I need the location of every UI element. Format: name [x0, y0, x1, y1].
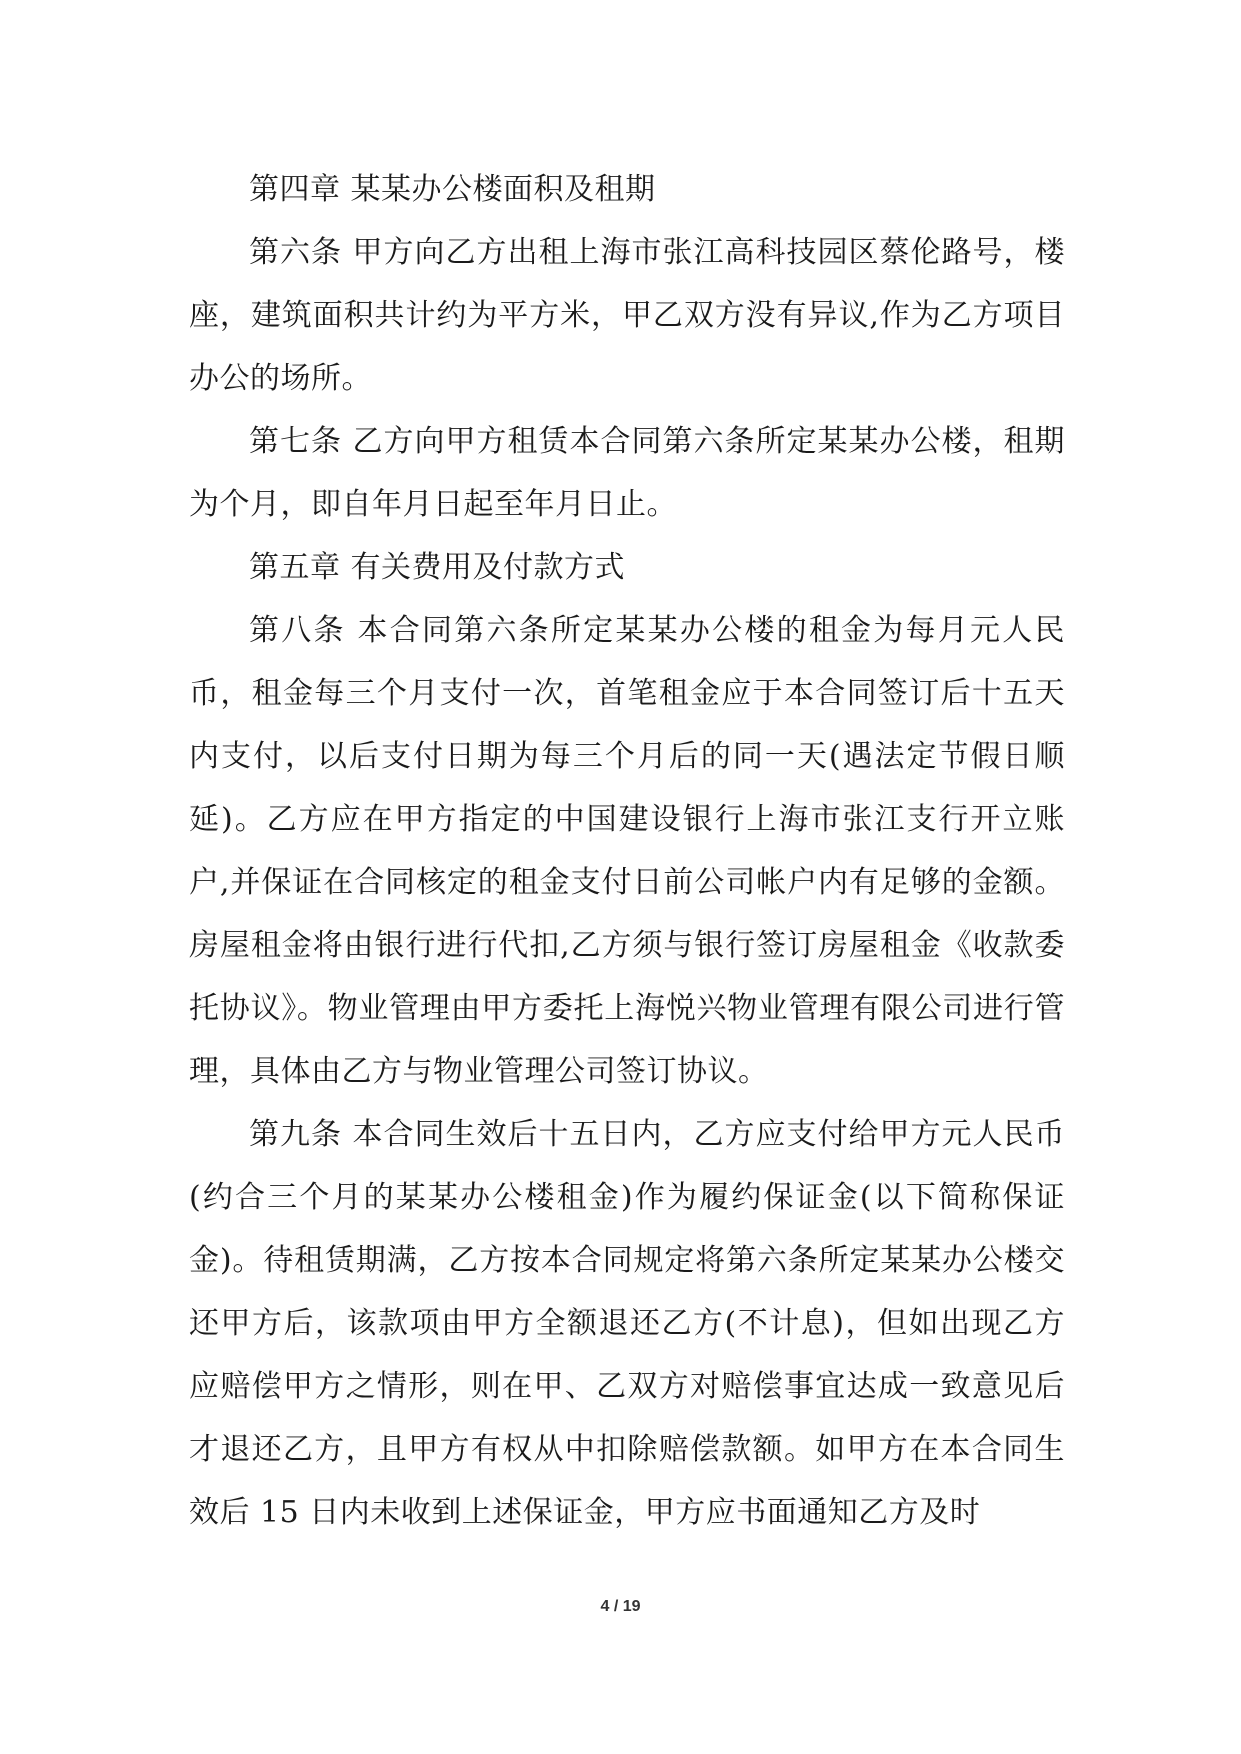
- page-number: 4 / 19: [600, 1598, 641, 1615]
- chapter-heading-5: 第五章 有关费用及付款方式: [249, 550, 626, 585]
- article-6: 第六条 甲方向乙方出租上海市张江高科技园区蔡伦路号，楼座，建筑面积共计约为平方米，甲乙双方没有异议,作为乙方项目办公的场所。: [189, 235, 1065, 396]
- article-8: 第八条 本合同第六条所定某某办公楼的租金为每月元人民币，租金每三个月支付一次，首笔租金应于本合同签订后十五天内支付，以后支付日期为每三个月后的同一天(遇法定节假日顺延)。乙方应在甲方指定的中国建设银行上海市张江支行开立账户,并保证在合同核定的租金支付日前公司帐户内有足够的金额。房屋租金将由银行进行代扣,乙方须与银行签订房屋租金《收款委托协议》。物业管理由甲方委托上海悦兴物业管理有限公司进行管理，具体由乙方与物业管理公司签订协议。: [189, 613, 1065, 1089]
- article-9: 第九条 本合同生效后十五日内，乙方应支付给甲方元人民币(约合三个月的某某办公楼租金)作为履约保证金(以下简称保证金)。待租赁期满，乙方按本合同规定将第六条所定某某办公楼交还甲方后，该款项由甲方全额退还乙方(不计息)，但如出现乙方应赔偿甲方之情形，则在甲、乙双方对赔偿事宜达成一致意见后才退还乙方，且甲方有权从中扣除赔偿款额。如甲方在本合同生效后 15 日内未收到上述保证金，甲方应书面通知乙方及时: [189, 1117, 1065, 1530]
- chapter-heading-4: 第四章 某某办公楼面积及租期: [249, 172, 656, 207]
- article-7: 第七条 乙方向甲方租赁本合同第六条所定某某办公楼，租期为个月，即自年月日起至年月日止。: [189, 424, 1065, 522]
- document-body: [189, 158, 1065, 1544]
